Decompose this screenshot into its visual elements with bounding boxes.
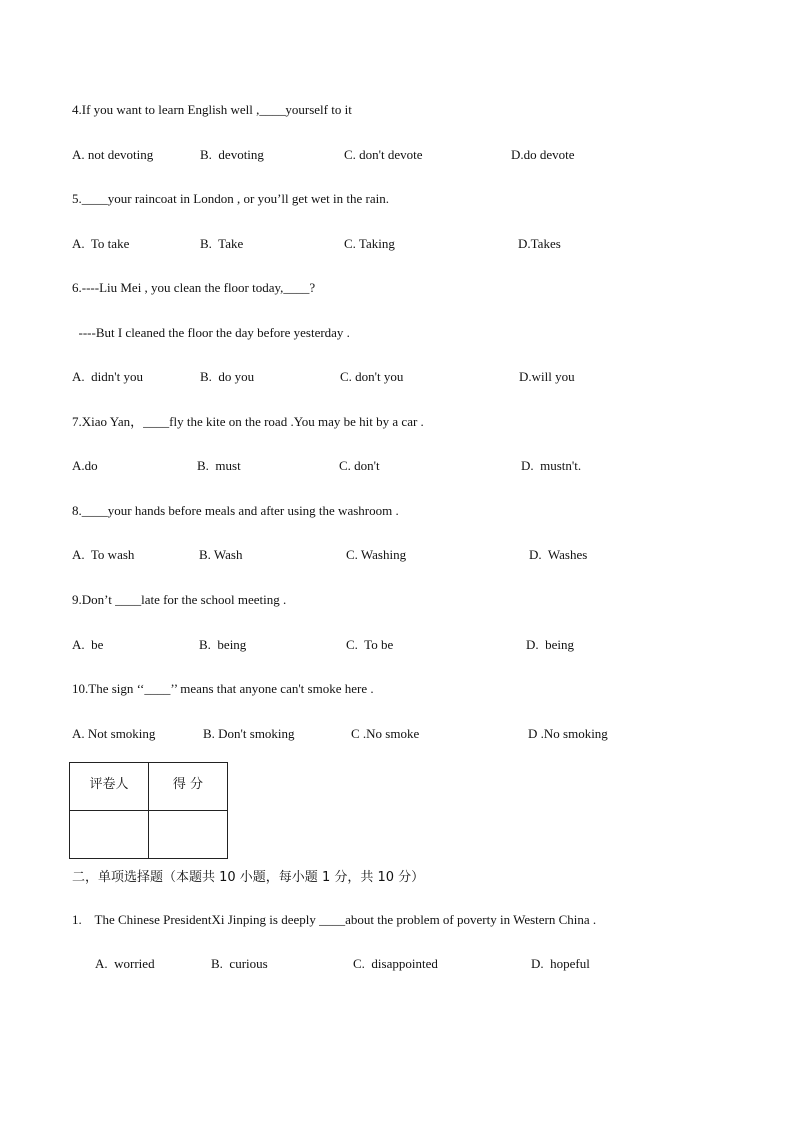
question-6-option-a: A. didn't you [72, 369, 143, 384]
grader-empty-cell [70, 811, 149, 859]
section-title: 二，单项选择题（本题共 10 小题，每小题 1 分，共 10 分） [72, 870, 425, 885]
section-question-1-option-b: B. curious [211, 956, 268, 971]
question-10-option-b: B. Don't smoking [203, 726, 295, 741]
score-table [69, 762, 228, 859]
question-9-option-a: A. be [72, 637, 104, 652]
question-10-option-a: A. Not smoking [72, 726, 156, 741]
grader-header-cell [70, 763, 149, 811]
question-4-option-c: C. don't devote [344, 147, 423, 162]
question-8-stem: 8.____your hands before meals and after using the washroom . [72, 503, 399, 518]
question-5-option-d: D.Takes [518, 236, 561, 251]
section-question-1-stem: 1. The Chinese PresidentXi Jinping is deeply ____about the problem of poverty in Western China . [72, 912, 597, 927]
question-8-option-b: B. Wash [199, 547, 243, 562]
score-header-cell [149, 763, 228, 811]
question-9-option-b: B. being [199, 637, 247, 652]
question-4-option-d: D.do devote [511, 147, 575, 162]
section-question-1-option-d: D. hopeful [531, 956, 590, 971]
question-4-option-a: A. not devoting [72, 147, 154, 162]
score-empty-cell [149, 811, 228, 859]
question-5-option-b: B. Take [200, 236, 244, 251]
question-7-option-c: C. don't [339, 458, 380, 473]
question-9-option-c: C. To be [346, 637, 394, 652]
question-5-stem: 5.____your raincoat in London , or you’ll get wet in the rain. [72, 191, 389, 206]
question-4-option-b: B. devoting [200, 147, 264, 162]
question-8-option-a: A. To wash [72, 547, 135, 562]
question-10-option-d: D .No smoking [528, 726, 608, 741]
question-5-option-a: A. To take [72, 236, 130, 251]
question-10-stem: 10.The sign ‘‘____’’ means that anyone can't smoke here . [72, 681, 374, 696]
score-header-label: 得 分 [172, 777, 204, 792]
question-8-option-d: D. Washes [529, 547, 588, 562]
question-9-stem: 9.Don’t ____late for the school meeting . [72, 592, 287, 607]
question-7-option-d: D. mustn't. [521, 458, 582, 473]
question-5-option-c: C. Taking [344, 236, 395, 251]
question-4-stem: 4.If you want to learn English well ,____yourself to it [72, 102, 352, 117]
question-6-stem: 6.----Liu Mei , you clean the floor today,____? [72, 280, 316, 295]
grader-header-label: 评卷人 [89, 777, 129, 792]
question-7-stem: 7.Xiao Yan，____fly the kite on the road .You may be hit by a car . [72, 414, 424, 429]
question-9-option-d: D. being [526, 637, 575, 652]
section-question-1-option-a: A. worried [95, 956, 155, 971]
question-7-option-b: B. must [197, 458, 241, 473]
section-question-1-option-c: C. disappointed [353, 956, 438, 971]
question-6-option-d: D.will you [519, 369, 575, 384]
question-10-option-c: C .No smoke [351, 726, 420, 741]
question-6-option-b: B. do you [200, 369, 255, 384]
question-7-option-a: A.do [72, 458, 98, 473]
question-6-option-c: C. don't you [340, 369, 404, 384]
question-6-reply: ----But I cleaned the floor the day before yesterday . [72, 325, 350, 340]
question-8-option-c: C. Washing [346, 547, 407, 562]
